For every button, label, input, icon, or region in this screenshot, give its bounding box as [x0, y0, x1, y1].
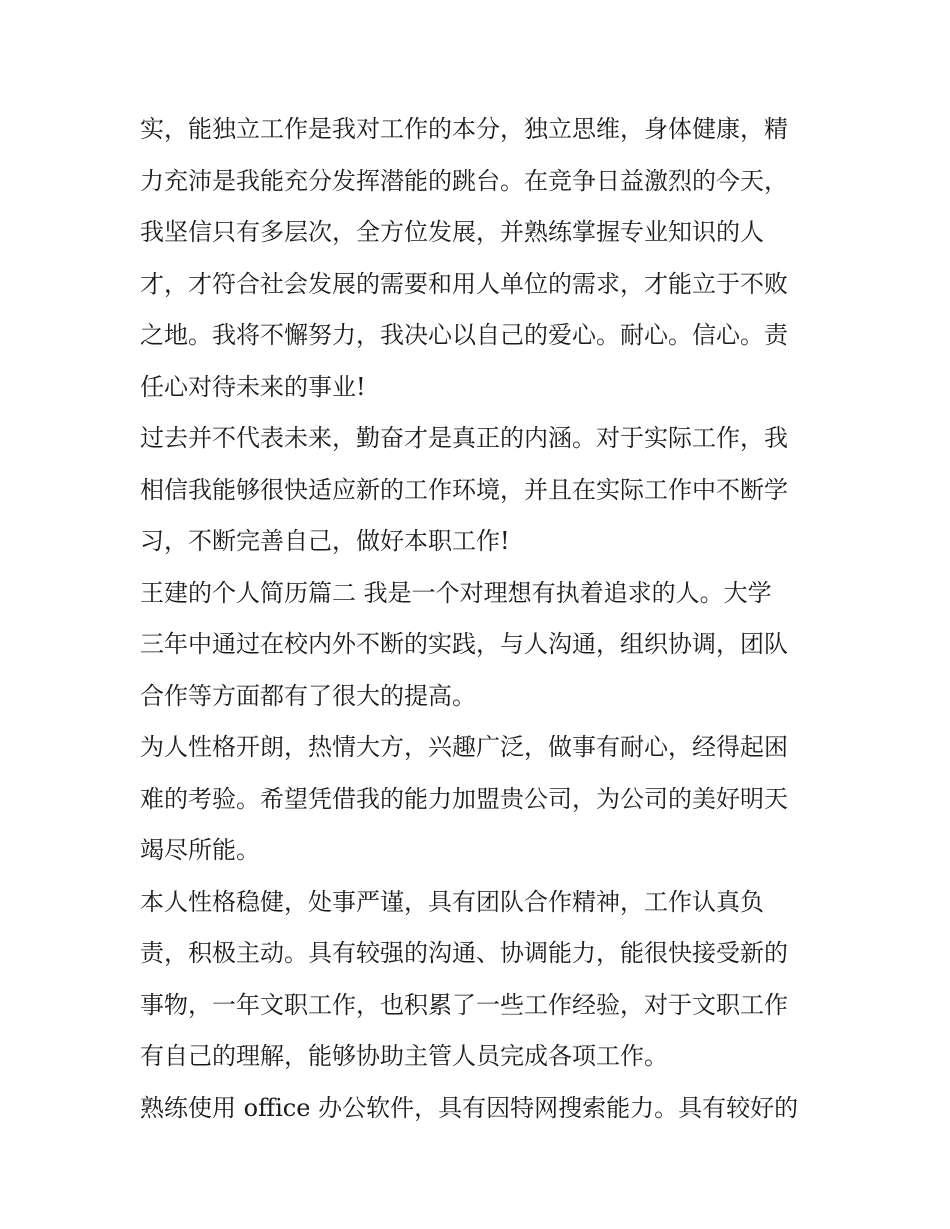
text-line: 之地。我将不懈努力，我决心以自己的爱心。耐心。信心。责 — [140, 321, 788, 349]
text-line: 才，才符合社会发展的需要和用人单位的需求，才能立于不败 — [140, 269, 788, 298]
text-line: 合作等方面都有了很大的提高。 — [140, 681, 476, 710]
text-line: 难的考验。希望凭借我的能力加盟贵公司，为公司的美好明天 — [140, 784, 788, 813]
text-line: 责，积极主动。具有较强的沟通、协调能力，能很快接受新的 — [140, 939, 788, 967]
text-line: 相信我能够很快适应新的工作环境，并且在实际工作中不断学 — [140, 475, 788, 504]
text-line: 熟练使用 office 办公软件，具有因特网搜索能力。具有较好的 — [140, 1093, 799, 1122]
text-line: 我坚信只有多层次，全方位发展，并熟练掌握专业知识的人 — [140, 218, 764, 246]
text-line: 竭尽所能。 — [140, 836, 260, 864]
text-line: 习，不断完善自己，做好本职工作! — [140, 527, 510, 555]
text-line: 力充沛是我能充分发挥潜能的跳台。在竞争日益激烈的今天， — [140, 166, 788, 195]
text-line: 事物，一年文职工作，也积累了一些工作经验，对于文职工作 — [140, 990, 788, 1019]
text-line: 王建的个人简历篇二 我是一个对理想有执着追求的人。大学 — [140, 578, 772, 607]
text-line: 为人性格开朗，热情大方，兴趣广泛，做事有耐心，经得起困 — [140, 733, 788, 761]
text-line: 任心对待未来的事业! — [140, 372, 366, 401]
text-line: 有自己的理解，能够协助主管人员完成各项工作。 — [140, 1042, 668, 1070]
document-body — [140, 104, 820, 1134]
text-line: 过去并不代表未来，勤奋才是真正的内涵。对于实际工作，我 — [140, 424, 788, 452]
text-line: 本人性格稳健，处事严谨，具有团队合作精神，工作认真负 — [140, 887, 764, 916]
text-line: 三年中通过在校内外不断的实践，与人沟通，组织协调，团队 — [140, 630, 788, 658]
text-line: 实，能独立工作是我对工作的本分，独立思维，身体健康，精 — [140, 115, 788, 143]
